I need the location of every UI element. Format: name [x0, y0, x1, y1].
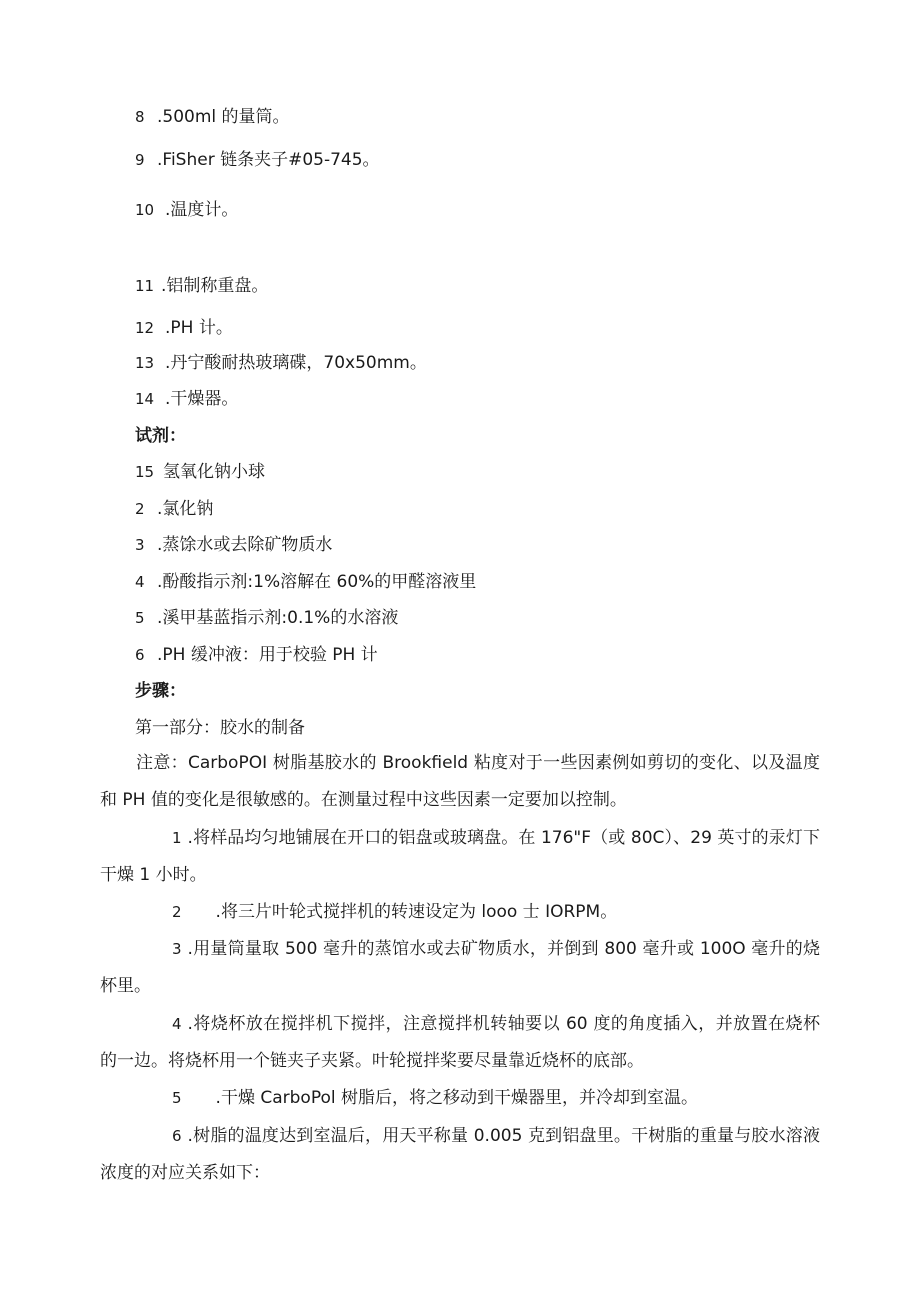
- steps-heading: 步骤：: [135, 681, 186, 701]
- list-item: [135, 535, 332, 555]
- item-text: .丹宁酸耐热玻璃碟，70x50mm。: [165, 353, 427, 373]
- item-number: 13: [135, 354, 155, 372]
- item-text: .氯化钠: [157, 499, 214, 519]
- step-number: 4: [172, 1015, 182, 1033]
- step-paragraph: [100, 820, 820, 894]
- item-number: 12: [135, 319, 155, 337]
- item-number: 4: [135, 573, 145, 591]
- item-number: 3: [135, 536, 145, 554]
- list-item: [135, 389, 238, 409]
- step-text: .树脂的温度达到室温后，用天平称量 0.005 克到铝盘里。干树脂的重量与胶水溶液浓度的对应关系如下：: [100, 1126, 820, 1183]
- step-text: .将样品均匀地铺展在开口的铝盘或玻璃盘。在 176"F（或 80C）、29 英寸的汞灯下干燥 1 小时。: [100, 828, 820, 885]
- item-text: .FiSher 链条夹子#05-745。: [157, 150, 380, 170]
- step-number: 5: [172, 1089, 182, 1107]
- step-text: .干燥 CarboPol 树脂后，将之移动到干燥器里，并冷却到室温。: [215, 1088, 698, 1108]
- item-number: 14: [135, 390, 155, 408]
- step-paragraph: [100, 1118, 820, 1192]
- item-text: .温度计。: [165, 200, 239, 220]
- list-item: [135, 572, 476, 592]
- step-number: 3: [172, 940, 182, 958]
- list-item: [135, 645, 378, 665]
- item-text: 氢氧化钠小球: [163, 462, 265, 482]
- reagents-heading: 试剂：: [135, 426, 186, 446]
- list-item: [135, 276, 268, 296]
- item-number: 11: [135, 277, 155, 295]
- item-text: .500ml 的量筒。: [157, 107, 290, 127]
- step-text: .将三片叶轮式搅拌机的转速设定为 looo 士 IORPM。: [215, 902, 618, 922]
- item-number: 2: [135, 500, 145, 518]
- step-paragraph: [100, 1006, 820, 1080]
- list-item: [135, 318, 233, 338]
- item-number: 15: [135, 463, 155, 481]
- list-item: [135, 200, 238, 220]
- item-text: .蒸馀水或去除矿物质水: [157, 535, 333, 555]
- section-title: 第一部分：胶水的制备: [135, 718, 305, 738]
- step-paragraph: [100, 931, 820, 1005]
- item-number: 5: [135, 609, 145, 627]
- list-item: [135, 499, 213, 519]
- item-text: .溪甲基蓝指示剂:0.1%的水溶液: [157, 608, 399, 628]
- list-item: [135, 462, 265, 482]
- step-text: .将烧杯放在搅拌机下搅拌，注意搅拌机转轴要以 60 度的角度插入，并放置在烧杯的一边。将烧杯用一个链夹子夹紧。叶轮搅拌桨要尽量靠近烧杯的底部。: [100, 1014, 820, 1071]
- step-paragraph: [100, 894, 820, 931]
- item-number: 6: [135, 646, 145, 664]
- list-item: [135, 150, 380, 170]
- step-paragraph: [100, 1080, 820, 1117]
- item-text: .干燥器。: [165, 389, 239, 409]
- item-number: 9: [135, 151, 145, 169]
- step-number: 2: [172, 903, 182, 921]
- step-number: 1: [172, 829, 182, 847]
- item-text: .酚酸指示剂:1%溶解在 60%的甲醛溶液里: [157, 572, 477, 592]
- list-item: [135, 353, 427, 373]
- list-item: [135, 608, 398, 628]
- note-paragraph: 注意：CarboPOI 树脂基胶水的 Brookfield 粘度对于一些因素例如剪切的变化、以及温度和 PH 值的变化是很敏感的。在测量过程中这些因素一定要加以控制。: [100, 753, 820, 810]
- item-text: .PH 缓冲液：用于校验 PH 计: [157, 645, 378, 665]
- item-number: 10: [135, 201, 155, 219]
- list-item: [135, 107, 290, 127]
- item-number: 8: [135, 108, 145, 126]
- item-text: .铝制称重盘。: [161, 276, 269, 296]
- step-text: .用量筒量取 500 毫升的蒸馆水或去矿物质水，并倒到 800 毫升或 100O 毫升的烧杯里。: [100, 939, 820, 996]
- item-text: .PH 计。: [165, 318, 233, 338]
- step-number: 6: [172, 1127, 182, 1145]
